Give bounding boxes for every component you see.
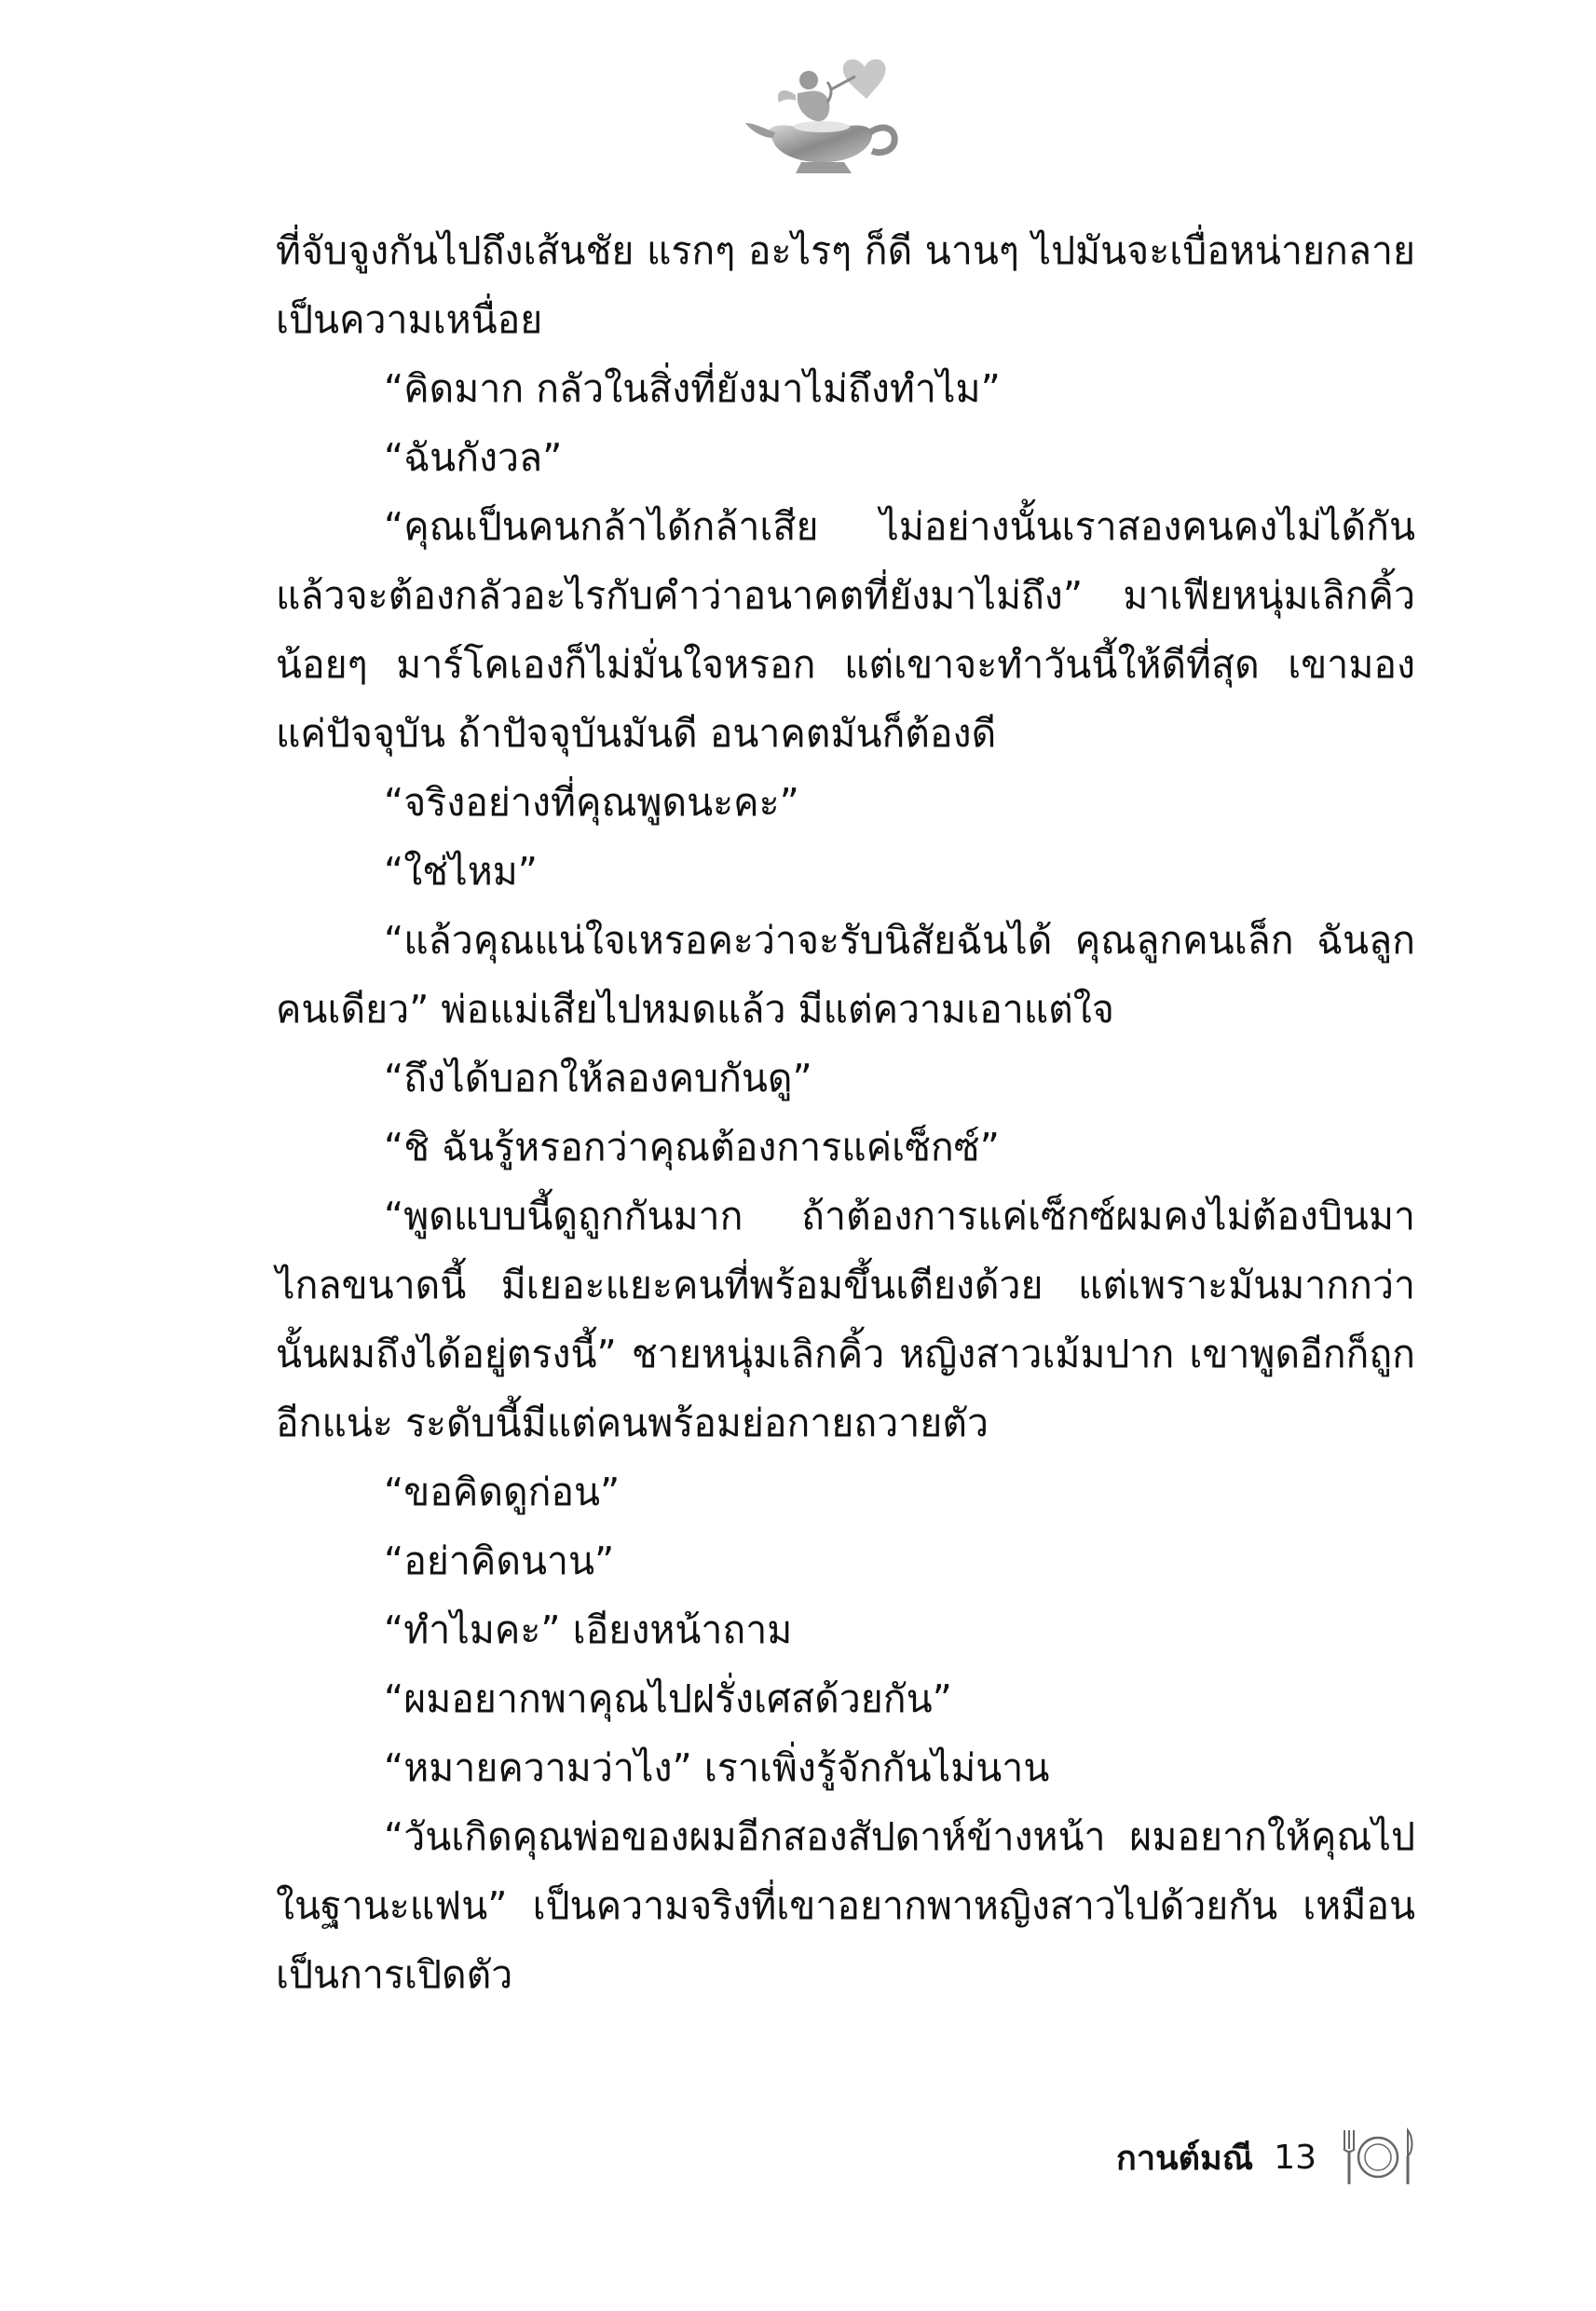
paragraph: “จริงอย่างที่คุณพูดนะคะ”	[384, 780, 799, 825]
paragraph: “ฉันกังวล”	[384, 435, 563, 480]
paragraph: “ใช่ไหม”	[384, 849, 539, 894]
paragraph: “ชิ ฉันรู้หรอกว่าคุณต้องการแค่เซ็กซ์”	[384, 1125, 1000, 1169]
cupid-teapot-icon	[742, 48, 919, 188]
paragraph: “แล้วคุณแน่ใจเหรอคะว่าจะรับนิสัยฉันได้ คุณลูกคนเล็ก ฉันลูกคนเดียว” พ่อแม่เสียไปหมดแล้ว มีแต่ความเอาแต่ใจ	[276, 918, 1415, 1032]
paragraph: “ผมอยากพาคุณไปฝรั่งเศสด้วยกัน”	[384, 1676, 952, 1721]
body-text	[276, 216, 1415, 2009]
paragraph: “หมายความว่าไง” เราเพิ่งรู้จักกันไม่นาน	[384, 1745, 1050, 1790]
paragraph: “วันเกิดคุณพ่อของผมอีกสองสัปดาห์ข้างหน้า ผมอยากให้คุณไปในฐานะแฟน” เป็นความจริงที่เขาอยากพาหญิงสาวไปด้วยกัน เหมือนเป็นการเปิดตัว	[276, 1814, 1415, 1997]
paragraph: “ถึงได้บอกให้ลองคบกันดู”	[384, 1056, 812, 1101]
paragraph: “คิดมาก กลัวในสิ่งที่ยังมาไม่ถึงทำไม”	[384, 366, 1001, 411]
paragraph: “ขอคิดดูก่อน”	[384, 1470, 621, 1514]
paragraph: “พูดแบบนี้ดูถูกกันมาก ถ้าต้องการแค่เซ็กซ์ผมคงไม่ต้องบินมาไกลขนาดนี้ มีเยอะแยะคนที่พร้อมขึ้นเตียงด้วย แต่เพราะมันมากกว่านั้นผมถึงได้อยู่ตรงนี้” ชายหนุ่มเลิกคิ้ว หญิงสาวเม้มปาก เขาพูดอีกก็ถูกอีกแน่ะ ระดับนี้มีแต่คนพร้อมย่อกายถวายตัว	[276, 1194, 1415, 1445]
paragraph: ที่จับจูงกันไปถึงเส้นชัย แรกๆ อะไรๆ ก็ดี นานๆ ไปมันจะเบื่อหน่ายกลายเป็นความเหนื่อย	[276, 228, 1415, 342]
book-title: กานต์มณี	[1116, 2139, 1254, 2178]
plate-fork-knife-icon	[1337, 2125, 1419, 2190]
paragraph: “คุณเป็นคนกล้าได้กล้าเสีย ไม่อย่างนั้นเราสองคนคงไม่ได้กันแล้วจะต้องกลัวอะไรกับคำว่าอนาคตที่ยังมาไม่ถึง” มาเฟียหนุ่มเลิกคิ้วน้อยๆ มาร์โคเองก็ไม่มั่นใจหรอก แต่เขาจะทำวันนี้ให้ดีที่สุด เขามองแค่ปัจจุบัน ถ้าปัจจุบันมันดี อนาคตมันก็ต้องดี	[276, 504, 1415, 756]
paragraph: “อย่าคิดนาน”	[384, 1538, 615, 1583]
paragraph: “ทำไมคะ” เอียงหน้าถาม	[384, 1607, 793, 1652]
page-footer	[1116, 2120, 1419, 2195]
page-number: 13	[1274, 2138, 1316, 2177]
